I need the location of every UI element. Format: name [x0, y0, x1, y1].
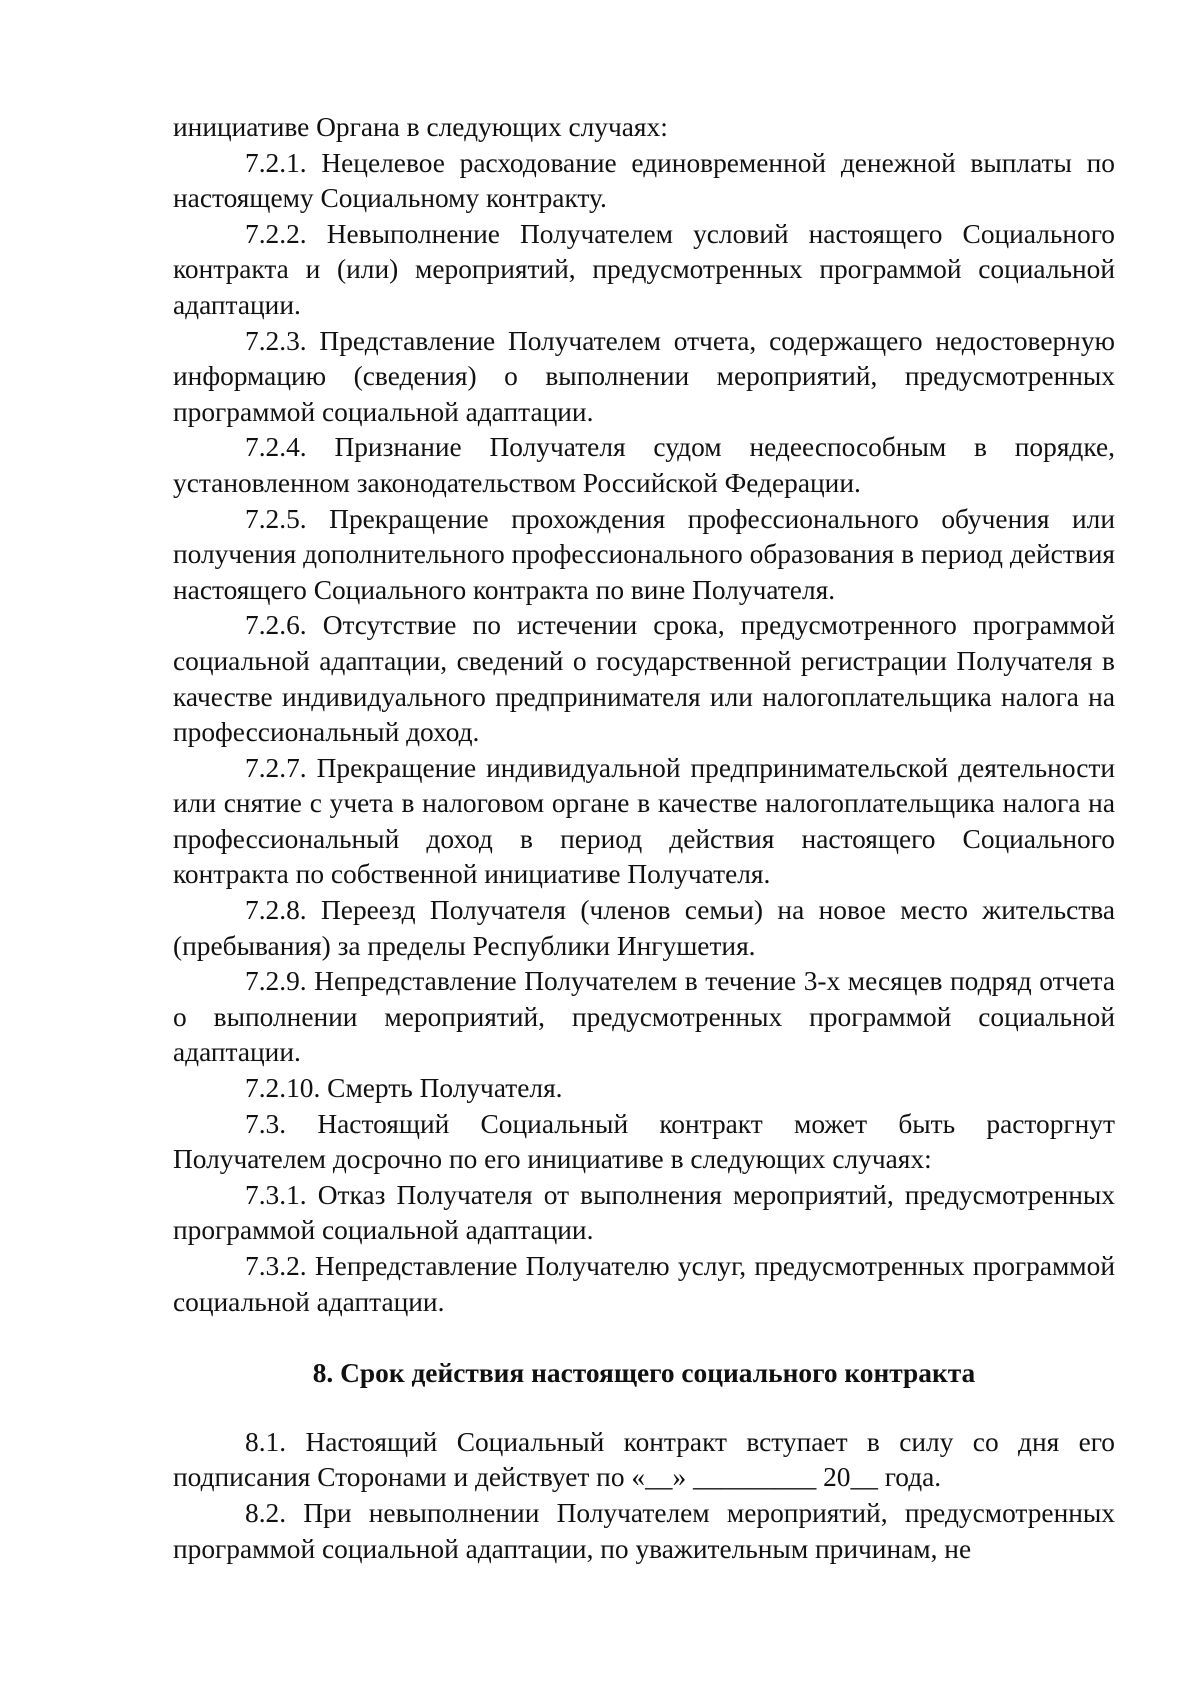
section-heading: 8. Срок действия настоящего социального контракта: [312, 1358, 976, 1389]
paragraph: 7.2.5. Прекращение прохождения профессионального обучения или получения дополнительного профессионального образования в период действия настоящего Социального контракта по вине Получателя.: [173, 503, 1115, 605]
paragraph: 7.2.2. Невыполнение Получателем условий настоящего Социального контракта и (или) мероприятий, предусмотренных программой социальной адаптации.: [173, 218, 1115, 320]
paragraph: 7.2.1. Нецелевое расходование единовременной денежной выплаты по настоящему Социальному контракту.: [173, 147, 1115, 214]
paragraph: 7.2.6. Отсутствие по истечении срока, предусмотренного программой социальной адаптации, сведений о государственной регистрации Получателя в качестве индивидуального предпринимателя или налогоплательщика налога на профессиональный доход.: [173, 610, 1115, 748]
paragraph: инициативе Органа в следующих случаях:: [173, 112, 668, 142]
paragraph: 8.1. Настоящий Социальный контракт вступает в силу со дня его подписания Сторонами и действует по «__» _________ 20__ года.: [173, 1426, 1115, 1493]
paragraph: 7.3.2. Непредставление Получателю услуг, предусмотренных программой социальной адаптации.: [173, 1251, 1115, 1317]
paragraph: 8.2. При невыполнении Получателем мероприятий, предусмотренных программой социальной адаптации, по уважительным причинам, не: [173, 1497, 1115, 1564]
document-page: [173, 110, 1115, 1567]
section-7-paragraphs: [173, 110, 1115, 1320]
section-8-paragraphs: [173, 1425, 1115, 1567]
paragraph: 7.3. Настоящий Социальный контракт может быть расторгнут Получателем досрочно по его инициативе в следующих случаях:: [173, 1108, 1115, 1175]
paragraph: 7.2.4. Признание Получателя судом недееспособным в порядке, установленном законодательством Российской Федерации.: [173, 432, 1115, 498]
paragraph: 7.2.9. Непредставление Получателем в течение 3-х месяцев подряд отчета о выполнении мероприятий, предусмотренных программой социальной адаптации.: [173, 966, 1115, 1068]
paragraph: 7.2.8. Переезд Получателя (членов семьи) на новое место жительства (пребывания) за пределы Республики Ингушетия.: [173, 895, 1115, 961]
paragraph: 7.2.7. Прекращение индивидуальной предпринимательской деятельности или снятие с учета в налоговом органе в качестве налогоплательщика налога на профессиональный доход в период действия настоящего Социального контракта по собственной инициативе Получателя.: [173, 752, 1115, 890]
paragraph: 7.3.1. Отказ Получателя от выполнения мероприятий, предусмотренных программой социальной адаптации.: [173, 1179, 1115, 1246]
paragraph: 7.2.3. Представление Получателем отчета, содержащего недостоверную информацию (сведения) о выполнении мероприятий, предусмотренных программой социальной адаптации.: [173, 325, 1115, 427]
paragraph: 7.2.10. Смерть Получателя.: [245, 1073, 563, 1104]
